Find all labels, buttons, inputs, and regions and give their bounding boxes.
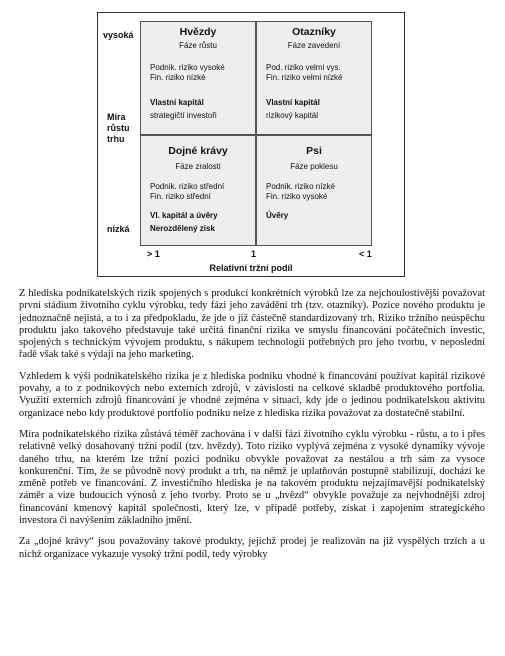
quadrant-capital: Vl. kapitál a úvěry Nerozdělený zisk: [150, 211, 218, 233]
quadrant-phase: Fáze zavedení: [287, 41, 341, 50]
quadrant-title: Dojné krávy: [168, 145, 228, 157]
paragraph: Za „dojné krávy“ jsou považovány takové produkty, jejichž prodej je realizován na již vyspělých trzích a u nichž organizace vykazuje vysoký tržní podíl, tedy výrobky: [19, 536, 485, 560]
quadrant-phase: Fáze zralosti: [175, 162, 221, 171]
y-axis-title: Míra růstu trhu: [107, 112, 130, 144]
x-axis-tick: > 1: [147, 249, 160, 259]
quadrant-capital: Úvěry: [266, 211, 289, 220]
bcg-matrix-figure: [97, 12, 405, 277]
paragraph: Z hlediska podnikatelských rizik spojených s produkcí konkrétních výrobků lze za nejchoulostivější považovat první stádium životního cyklu výrobku, tedy fázi jeho zavádění trh (tzv. otazníky). Pozice nového produktu je jednoznačně nejistá, a to i za předpokladu, že jde o již částečně standardizovaný trh. Riziko tržního neúspěchu produktu jako takového představuje také určitá finanční rizika ve smyslu financování počátečních investic, spojených s technickým vývojem produktu, s nákupem technologií potřebných pro jeho tvorbu, v neposlední řadě však také s výdaji na jeho marketing.: [19, 288, 485, 361]
quadrant-cash-cows: [140, 135, 256, 246]
quadrant-title: Hvězdy: [179, 26, 217, 38]
quadrant-risk: Podnik. riziko vysoké Fin. riziko nízké: [150, 63, 225, 82]
quadrant-phase: Fáze růstu: [179, 41, 217, 50]
x-axis-tick: < 1: [359, 249, 372, 259]
quadrant-title: Psi: [306, 145, 322, 157]
quadrant-stars: [140, 21, 256, 135]
quadrant-capital: Vlastní kapitál rizikový kapitál: [266, 98, 320, 120]
body-text: [19, 288, 485, 570]
quadrant-risk: Podnik. riziko střední Fin. riziko střední: [150, 182, 225, 201]
quadrant-capital: Vlastní kapitál strategičtí investoři: [150, 98, 217, 120]
paragraph: Míra podnikatelského rizika zůstává téměř zachována i v další fázi životního cyklu výrobku - růstu, a to i přes relativně velký dosahovaný tržní podíl (tzv. hvězdy). Toto riziko vyplývá zejména z vysoké dynamiky vývoje daného trhu, na kterém lze tržní pozici podniku obvykle považovat za nestálou a trh sám za vysoce konkurenční. Tím, že se původně nový produkt a trh, na němž je uplatňován postupně stabilizují, dochází ke změně potřeb ve financování. Z investičního hlediska je na takovém produktu nejzajímavější podnikatelský záměr a vize budoucích výnosů z jeho tvorby. Proto se u „hvězd“ obvykle považuje za nejvhodnější zdroj financování kmenový kapitál společnosti, který lze, v případě potřeby, získat i zapojením strategického investora či navýšením základního jmění.: [19, 428, 485, 527]
x-axis-tick: 1: [251, 249, 257, 259]
quadrant-phase: Fáze poklesu: [290, 162, 338, 171]
quadrant-dogs: [256, 135, 372, 246]
quadrant-risk: Podnik. riziko nízké Fin. riziko vysoké: [266, 182, 335, 201]
quadrant-title: Otazníky: [292, 26, 336, 38]
x-axis-title: Relativní tržní podíl: [209, 263, 293, 273]
y-axis-high-label: vysoká: [103, 30, 134, 40]
paragraph: Vzhledem k výši podnikatelského rizika je z hlediska podniku vhodné k financování používat kapitál rizikové povahy, a to z podnikových nebo externích zdrojů, v závislosti na celkové skladbě produktového portfolia. Využití externích zdrojů financování je vhodné zejména v situaci, kdy jde o jedinou podnikatelskou aktivitu organizace nebo kdy produktové portfolio podniku nelze z hlediska rizika považovat za dostatečně stabilní.: [19, 370, 485, 419]
y-axis-low-label: nízká: [107, 224, 130, 234]
quadrant-question-marks: [256, 21, 372, 135]
quadrant-risk: Pod. riziko velmi vys. Fin. riziko velmi nízké: [266, 63, 343, 82]
